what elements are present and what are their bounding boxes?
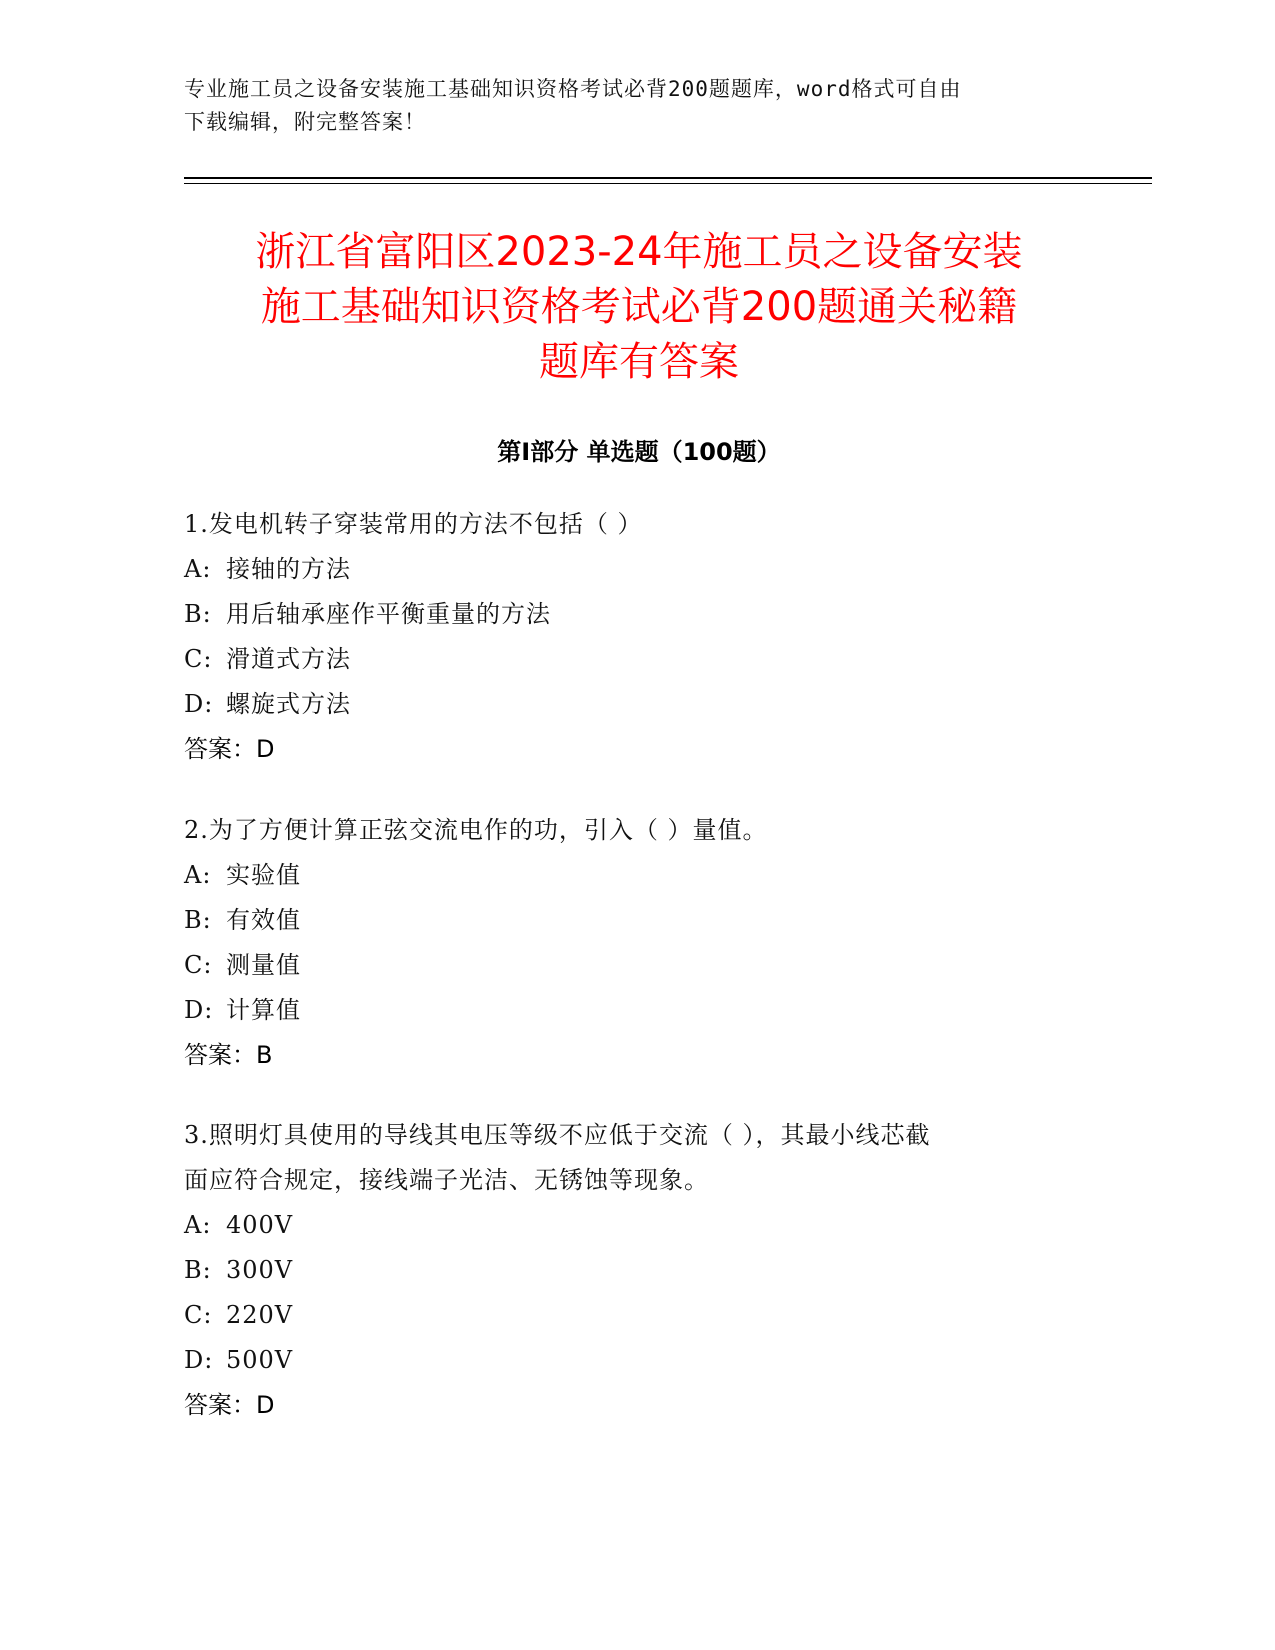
option-c — [184, 637, 1084, 682]
option-text: 500V — [226, 1346, 294, 1374]
header-note-line1: 专业施工员之设备安装施工基础知识资格考试必背200题题库，word格式可自由 — [184, 77, 962, 101]
header-note — [184, 73, 1084, 139]
option-key: B: — [184, 600, 212, 628]
option-text: 计算值 — [226, 996, 301, 1024]
option-a — [184, 853, 1084, 898]
document-title-line1: 浙江省富阳区2023-24年施工员之设备安装 — [255, 229, 1023, 275]
option-key: C: — [184, 1301, 213, 1329]
option-d — [184, 988, 1084, 1033]
option-a — [184, 547, 1084, 592]
option-text: 用后轴承座作平衡重量的方法 — [226, 600, 551, 628]
option-c — [184, 1293, 1084, 1338]
answer: 答案：D — [184, 1391, 275, 1419]
question-stem-line1: 3.照明灯具使用的导线其电压等级不应低于交流（ ），其最小线芯截 — [184, 1121, 931, 1149]
option-text: 螺旋式方法 — [226, 690, 351, 718]
option-text: 测量值 — [226, 951, 301, 979]
option-key: D: — [184, 1346, 214, 1374]
option-key: D: — [184, 996, 214, 1024]
question-stem — [184, 1113, 1084, 1203]
header-rule-thick — [184, 177, 1152, 179]
option-text: 300V — [226, 1256, 294, 1284]
option-b — [184, 1248, 1084, 1293]
option-text: 220V — [226, 1301, 294, 1329]
question-3 — [184, 1113, 1084, 1428]
option-key: A: — [184, 555, 212, 583]
question-stem: 1.发电机转子穿装常用的方法不包括（ ） — [184, 510, 643, 538]
option-text: 400V — [226, 1211, 294, 1239]
option-key: A: — [184, 861, 212, 889]
section-title: 第Ⅰ部分 单选题（100题） — [497, 438, 781, 466]
option-key: B: — [184, 906, 212, 934]
option-d — [184, 1338, 1084, 1383]
option-key: C: — [184, 645, 213, 673]
question-1 — [184, 502, 1084, 772]
option-b — [184, 898, 1084, 943]
header-note-line2: 下载编辑，附完整答案！ — [184, 110, 426, 134]
option-c — [184, 943, 1084, 988]
question-stem-line2: 面应符合规定，接线端子光洁、无锈蚀等现象。 — [184, 1166, 709, 1194]
question-stem: 2.为了方便计算正弦交流电作的功，引入（ ）量值。 — [184, 816, 768, 844]
option-text: 实验值 — [226, 861, 301, 889]
option-key: D: — [184, 690, 214, 718]
option-text: 接轴的方法 — [226, 555, 351, 583]
option-b — [184, 592, 1084, 637]
document-title-line3: 题库有答案 — [539, 339, 739, 385]
document-title-line2: 施工基础知识资格考试必背200题通关秘籍 — [260, 284, 1018, 330]
question-2 — [184, 808, 1084, 1078]
option-text: 滑道式方法 — [226, 645, 351, 673]
option-key: C: — [184, 951, 213, 979]
answer: 答案：D — [184, 735, 275, 763]
document-title — [184, 225, 1094, 390]
option-text: 有效值 — [226, 906, 301, 934]
option-key: A: — [184, 1211, 212, 1239]
header-rule-thin — [184, 183, 1152, 184]
option-a — [184, 1203, 1084, 1248]
answer: 答案：B — [184, 1041, 273, 1069]
option-d — [184, 682, 1084, 727]
option-key: B: — [184, 1256, 212, 1284]
